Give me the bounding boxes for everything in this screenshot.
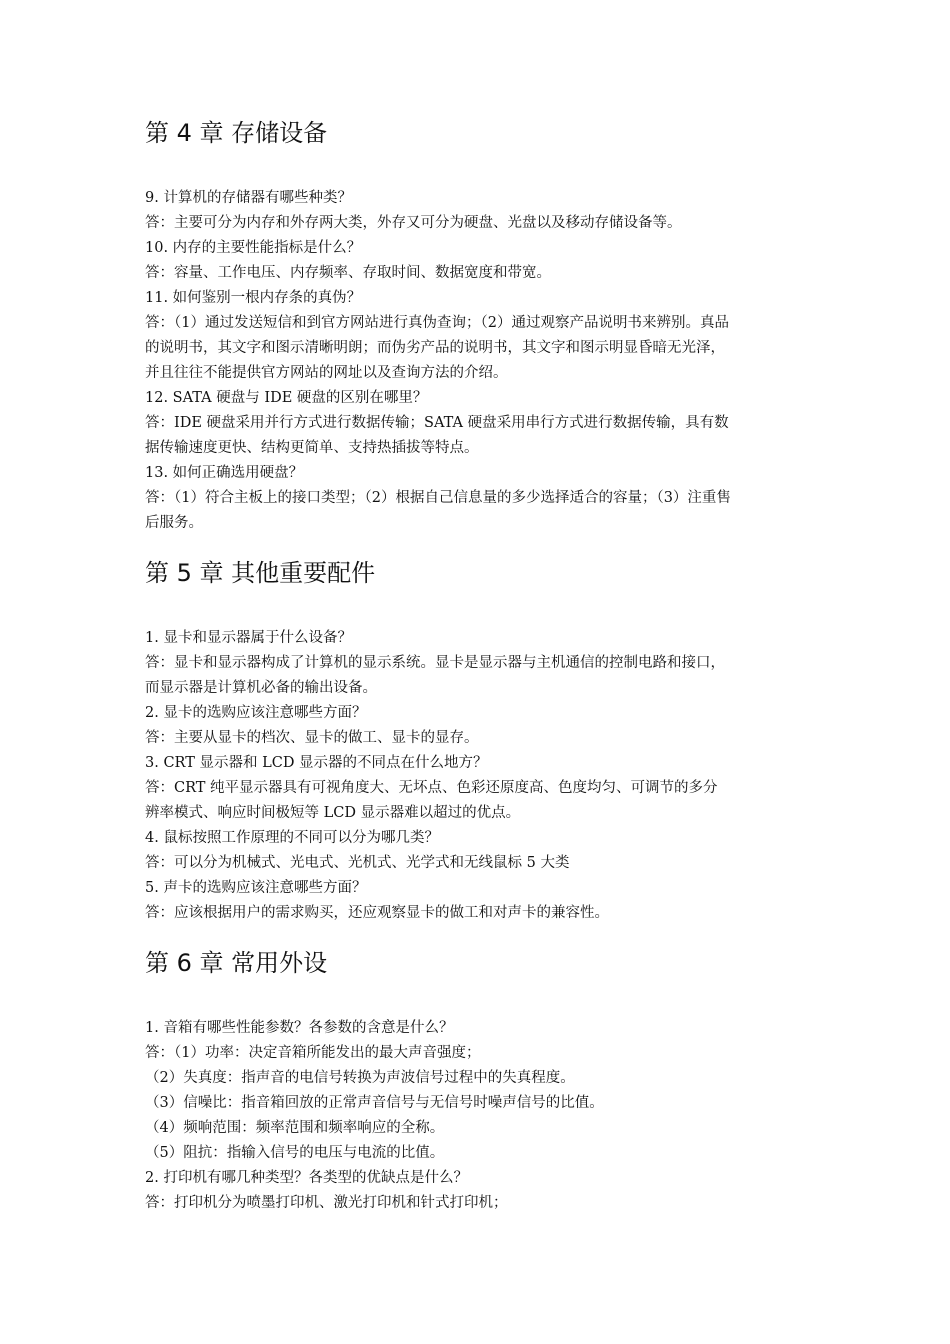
answer-1-line-1: 答：（1）功率：决定音箱所能发出的最大声音强度； (145, 1045, 481, 1061)
question-4: 4. 鼠标按照工作原理的不同可以分为哪几类？ (145, 830, 439, 846)
answer-11-line-2: 的说明书，其文字和图示清晰明朗；而伪劣产品的说明书，其文字和图示明显昏暗无光泽， (145, 340, 725, 356)
answer-13-line-1: 答：（1）符合主板上的接口类型；（2）根据自己信息量的多少选择适合的容量；（3）注重售 (145, 490, 731, 506)
answer-3-line-2: 辨率模式、响应时间极短等 LCD 显示器难以超过的优点。 (145, 805, 521, 821)
question-9: 9. 计算机的存储器有哪些种类？ (145, 190, 352, 206)
answer-1-line-2: 而显示器是计算机必备的输出设备。 (145, 680, 377, 696)
question-3: 3. CRT 显示器和 LCD 显示器的不同点在什么地方？ (145, 755, 488, 771)
answer-1-line-3: （3）信噪比：指音箱回放的正常声音信号与无信号时噪声信号的比值。 (145, 1095, 604, 1111)
question-11: 11. 如何鉴别一根内存条的真伪？ (145, 290, 362, 306)
answer-11-line-3: 并且往往不能提供官方网站的网址以及查询方法的介绍。 (145, 365, 508, 381)
question-1: 1. 显卡和显示器属于什么设备？ (145, 630, 352, 646)
question-10: 10. 内存的主要性能指标是什么？ (145, 240, 362, 256)
question-2: 2. 打印机有哪几种类型？各类型的优缺点是什么？ (145, 1170, 468, 1186)
answer-5: 答：应该根据用户的需求购买，还应观察显卡的做工和对声卡的兼容性。 (145, 905, 609, 921)
answer-2: 答：主要从显卡的档次、显卡的做工、显卡的显存。 (145, 730, 479, 746)
question-2: 2. 显卡的选购应该注意哪些方面？ (145, 705, 367, 721)
answer-1-line-4: （4）频响范围：频率范围和频率响应的全称。 (145, 1120, 445, 1136)
question-13: 13. 如何正确选用硬盘？ (145, 465, 304, 481)
answer-3-line-1: 答：CRT 纯平显示器具有可视角度大、无坏点、色彩还原度高、色度均匀、可调节的多分 (145, 780, 718, 796)
answer-9: 答：主要可分为内存和外存两大类，外存又可分为硬盘、光盘以及移动存储设备等。 (145, 215, 682, 231)
answer-12-line-1: 答：IDE 硬盘采用并行方式进行数据传输；SATA 硬盘采用串行方式进行数据传输，具有数 (145, 415, 729, 431)
answer-10: 答：容量、工作电压、内存频率、存取时间、数据宽度和带宽。 (145, 265, 551, 281)
answer-1-line-5: （5）阻抗：指输入信号的电压与电流的比值。 (145, 1145, 445, 1161)
answer-13-line-2: 后服务。 (145, 515, 203, 531)
question-5: 5. 声卡的选购应该注意哪些方面？ (145, 880, 367, 896)
chapter-5-title: 第 5 章 其他重要配件 (145, 559, 376, 587)
answer-1-line-1: 答：显卡和显示器构成了计算机的显示系统。显卡是显示器与主机通信的控制电路和接口， (145, 655, 725, 671)
chapter-4-title: 第 4 章 存储设备 (145, 119, 328, 147)
question-12: 12. SATA 硬盘与 IDE 硬盘的区别在哪里？ (145, 390, 428, 406)
answer-4: 答：可以分为机械式、光电式、光机式、光学式和无线鼠标 5 大类 (145, 855, 570, 871)
question-1: 1. 音箱有哪些性能参数？各参数的含意是什么？ (145, 1020, 454, 1036)
answer-12-line-2: 据传输速度更快、结构更简单、支持热插拔等特点。 (145, 440, 479, 456)
answer-1-line-2: （2）失真度：指声音的电信号转换为声波信号过程中的失真程度。 (145, 1070, 575, 1086)
answer-11-line-1: 答：（1）通过发送短信和到官方网站进行真伪查询；（2）通过观察产品说明书来辨别。真品 (145, 315, 729, 331)
chapter-6-title: 第 6 章 常用外设 (145, 949, 328, 977)
answer-2: 答：打印机分为喷墨打印机、激光打印机和针式打印机； (145, 1195, 508, 1211)
